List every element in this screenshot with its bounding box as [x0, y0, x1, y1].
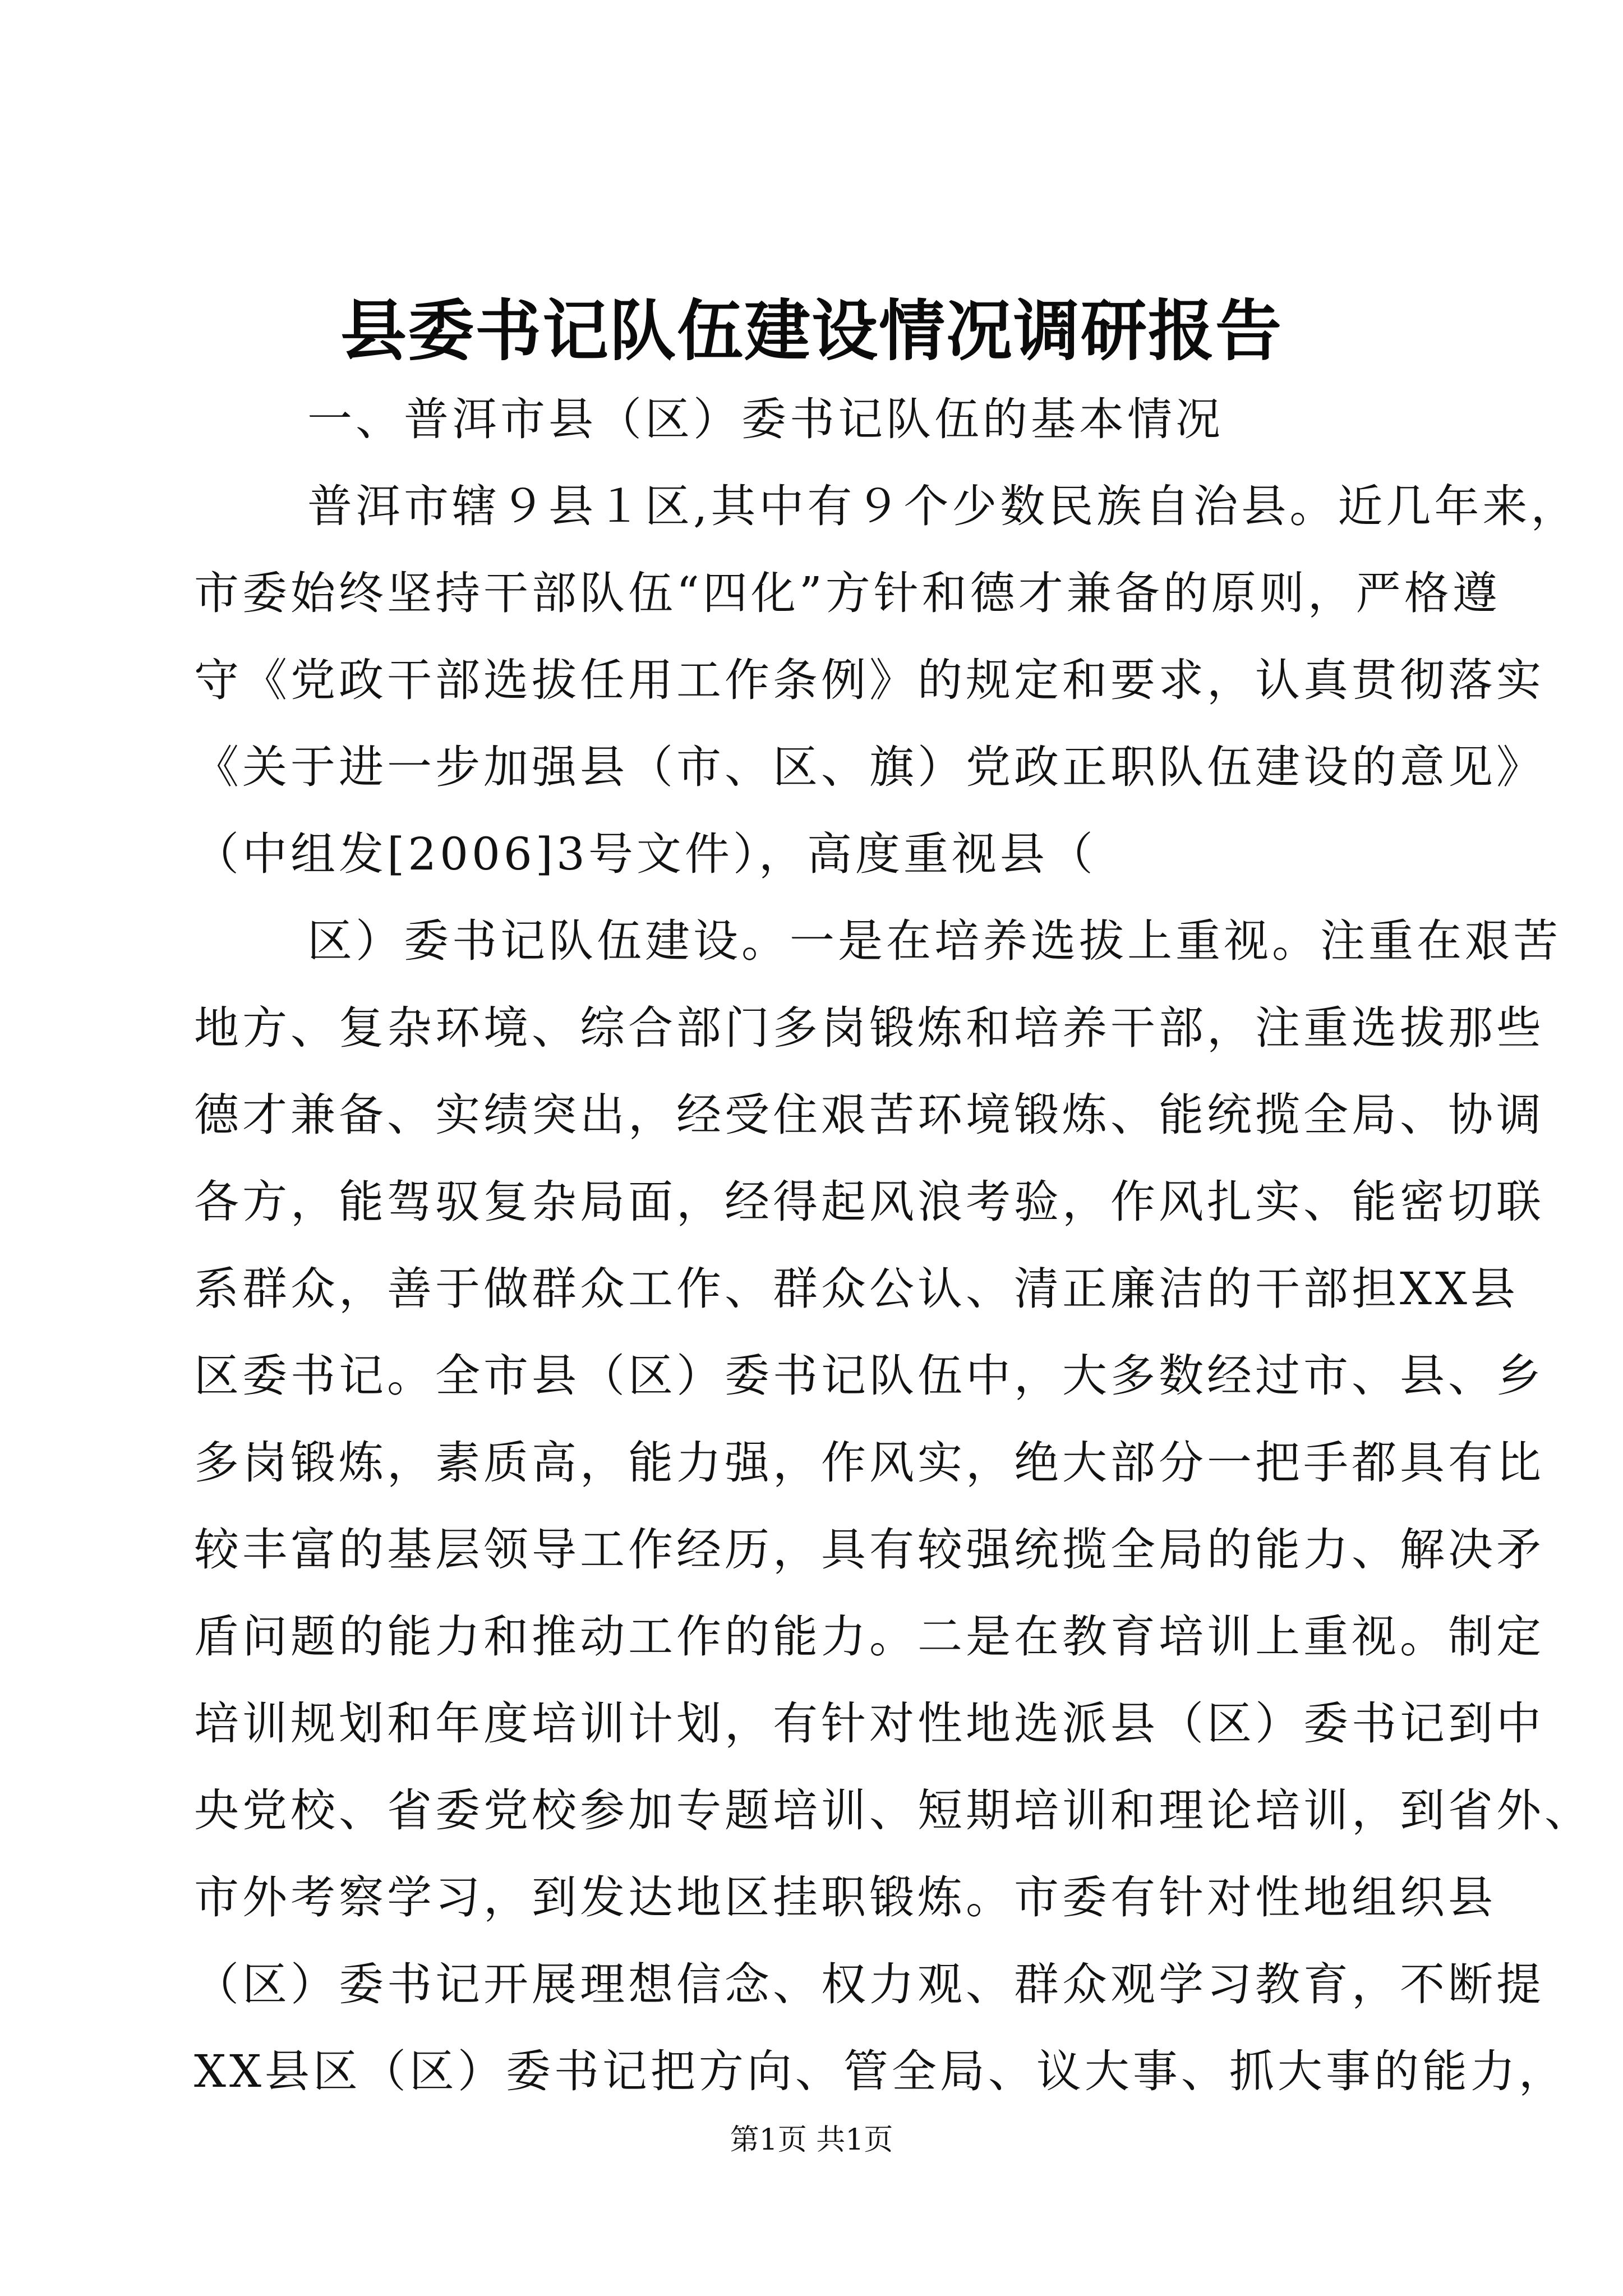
paragraph-line: 各方，能驾驭复杂局面，经得起风浪考验，作风扎实、能密切联	[194, 1176, 1544, 1228]
paragraph-line: 市外考察学习，到发达地区挂职锻炼。市委有针对性地组织县	[194, 1871, 1496, 1924]
paragraph-line: 守《党政干部选拔任用工作条例》的规定和要求，认真贯彻落实	[194, 654, 1544, 706]
paragraph-line: 区委书记。全市县（区）委书记队伍中，大多数经过市、县、乡	[194, 1350, 1544, 1402]
paragraph-line: XX县区（区）委书记把方向、管全局、议大事、抓大事的能力，	[194, 2045, 1567, 2097]
page-footer: 第1页 共1页	[730, 2123, 893, 2157]
document-title: 县委书记队伍建设情况调研报告	[340, 292, 1283, 370]
paragraph-line: 盾问题的能力和推动工作的能力。二是在教育培训上重视。制定	[194, 1611, 1544, 1663]
paragraph-line: 多岗锻炼，素质高，能力强，作风实，绝大部分一把手都具有比	[194, 1437, 1544, 1489]
paragraph-line: 系群众，善于做群众工作、群众公认、清正廉洁的干部担XX县	[194, 1263, 1519, 1315]
paragraph-line: 市委始终坚持干部队伍“四化”方针和德才兼备的原则，严格遵	[194, 567, 1501, 619]
paragraph-line: 德才兼备、实绩突出，经受住艰苦环境锻炼、能统揽全局、协调	[194, 1089, 1544, 1141]
paragraph-line: 较丰富的基层领导工作经历，具有较强统揽全局的能力、解决矛	[194, 1524, 1544, 1576]
paragraph-line: （区）委书记开展理想信念、权力观、群众观学习教育，不断提	[194, 1958, 1544, 2010]
section-heading: 一、普洱市县（区）委书记队伍的基本情况	[307, 393, 1224, 445]
paragraph-line: （中组发[2006]3号文件），高度重视县（	[194, 828, 1096, 880]
paragraph-line: 普洱市辖９县１区,其中有９个少数民族自治县。近几年来，	[307, 480, 1579, 532]
paragraph-line: 《关于进一步加强县（市、区、旗）党政正职队伍建设的意见》	[194, 741, 1544, 793]
paragraph-line: 央党校、省委党校参加专题培训、短期培训和理论培训，到省外、	[194, 1784, 1593, 1837]
paragraph-line: 培训规划和年度培训计划，有针对性地选派县（区）委书记到中	[194, 1697, 1544, 1750]
paragraph-line: 区）委书记队伍建设。一是在培养选拔上重视。注重在艰苦	[307, 915, 1561, 967]
paragraph-line: 地方、复杂环境、综合部门多岗锻炼和培养干部，注重选拔那些	[194, 1002, 1544, 1054]
